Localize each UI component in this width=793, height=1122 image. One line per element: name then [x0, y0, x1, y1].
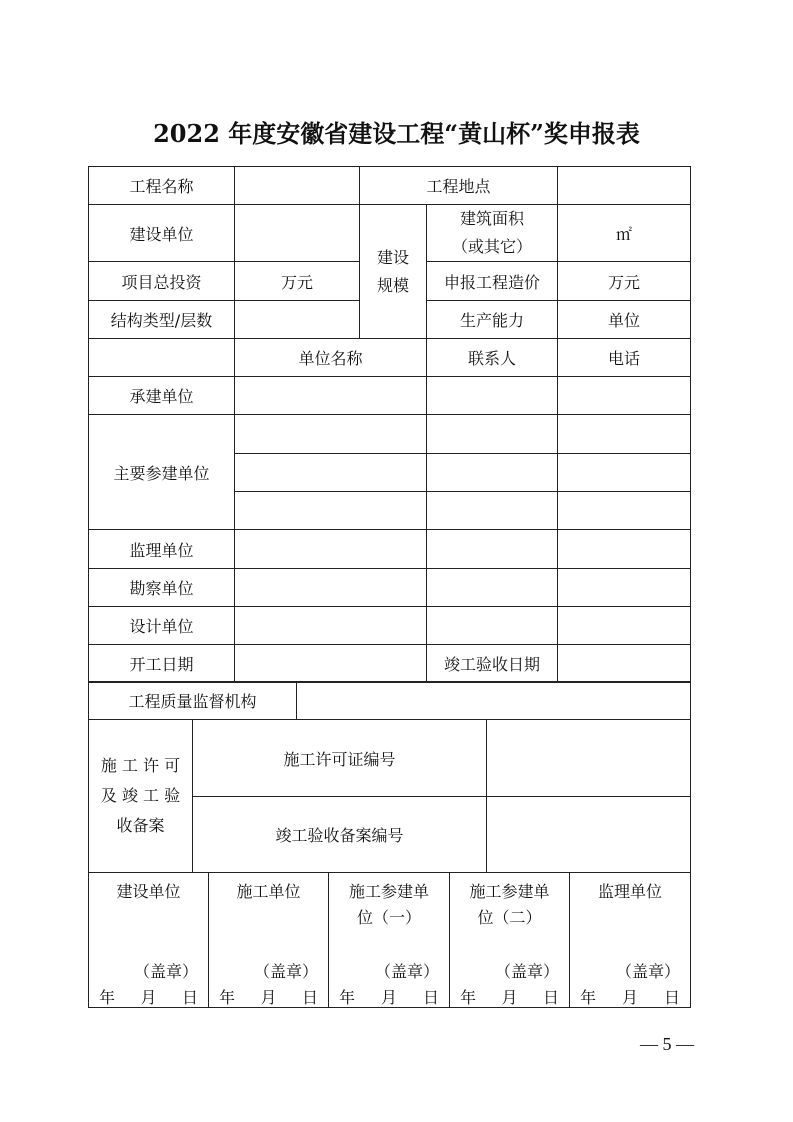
supervision-name-field[interactable] — [235, 530, 427, 569]
label-quality-agency: 工程质量监督机构 — [89, 682, 297, 720]
year-label: 年 — [219, 988, 236, 1007]
date-line — [580, 985, 680, 1008]
signature-cell-participant-2[interactable] — [450, 873, 570, 1008]
label-contractor: 承建单位 — [89, 377, 235, 415]
header-unit-name: 单位名称 — [235, 339, 427, 377]
survey-name-field[interactable] — [235, 569, 427, 607]
signature-head: 建设单位 — [116, 882, 181, 901]
participant-2-phone-field[interactable] — [558, 454, 691, 492]
label-start-date: 开工日期 — [89, 645, 235, 683]
participant-1-phone-field[interactable] — [558, 415, 691, 454]
participant-1-name-field[interactable] — [235, 415, 427, 454]
signature-cell-contractor[interactable] — [209, 873, 329, 1008]
survey-phone-field[interactable] — [558, 569, 691, 607]
date-line — [99, 985, 198, 1008]
quality-agency-field[interactable] — [297, 682, 691, 720]
month-label: 月 — [380, 988, 397, 1007]
year-label: 年 — [339, 988, 356, 1007]
supervision-phone-field[interactable] — [558, 530, 691, 569]
header-phone: 电话 — [558, 339, 691, 377]
participant-3-name-field[interactable] — [235, 492, 427, 530]
area-unit: ㎡ — [616, 224, 633, 244]
label-construction-scale: 建设 规模 — [360, 205, 427, 339]
label-supervision-unit: 监理单位 — [89, 530, 235, 569]
year-label: 年 — [99, 988, 116, 1007]
design-contact-field[interactable] — [427, 607, 558, 645]
date-line — [460, 985, 559, 1008]
header-contact: 联系人 — [427, 339, 558, 377]
label-survey-unit: 勘察单位 — [89, 569, 235, 607]
label-completion-date: 竣工验收日期 — [427, 645, 558, 683]
label-total-investment: 项目总投资 — [89, 262, 235, 301]
completion-date-field[interactable] — [558, 645, 691, 683]
participant-2-name-field[interactable] — [235, 454, 427, 492]
project-name-field[interactable] — [235, 167, 360, 205]
day-label: 日 — [542, 988, 559, 1007]
building-area-field[interactable] — [558, 205, 691, 262]
participant-1-contact-field[interactable] — [427, 415, 558, 454]
page-title: 2022 年度安徽省建设工程“黄山杯”奖申报表 — [153, 119, 640, 148]
date-line — [339, 985, 439, 1008]
signature-head: 监理单位 — [597, 882, 662, 901]
label-completion-record-number: 竣工验收备案编号 — [193, 797, 487, 873]
application-form-table — [88, 166, 691, 683]
date-line — [219, 985, 318, 1008]
participant-3-phone-field[interactable] — [558, 492, 691, 530]
project-location-field[interactable] — [558, 167, 691, 205]
signature-head: 施工单位 — [236, 882, 301, 901]
signature-cell-construction[interactable] — [89, 873, 209, 1008]
completion-record-number-field[interactable] — [487, 797, 691, 873]
signature-head: 施工参建单 位（二） — [469, 882, 550, 927]
signature-cell-supervision[interactable] — [570, 873, 691, 1008]
contractor-contact-field[interactable] — [427, 377, 558, 415]
label-project-name: 工程名称 — [89, 167, 235, 205]
declared-cost-field[interactable] — [558, 262, 691, 301]
page-number: — 5 — — [640, 1034, 694, 1054]
survey-contact-field[interactable] — [427, 569, 558, 607]
wan-yuan-unit: 万元 — [280, 272, 313, 292]
start-date-field[interactable] — [235, 645, 427, 683]
contractor-name-field[interactable] — [235, 377, 427, 415]
day-label: 日 — [422, 988, 439, 1007]
label-permit-number: 施工许可证编号 — [193, 720, 487, 797]
month-label: 月 — [140, 988, 157, 1007]
structure-type-field[interactable] — [235, 301, 360, 339]
label-building-area: 建筑面积 （或其它） — [427, 205, 558, 262]
label-structure-type: 结构类型/层数 — [89, 301, 235, 339]
production-capacity-field[interactable] — [558, 301, 691, 339]
participant-3-contact-field[interactable] — [427, 492, 558, 530]
total-investment-field[interactable] — [235, 262, 360, 301]
header-blank — [89, 339, 235, 377]
label-design-unit: 设计单位 — [89, 607, 235, 645]
seal-label: （盖章） — [374, 962, 439, 981]
day-label: 日 — [301, 988, 318, 1007]
label-project-location: 工程地点 — [360, 167, 558, 205]
label-main-participants: 主要参建单位 — [89, 415, 235, 530]
seal-label: （盖章） — [133, 962, 198, 981]
month-label: 月 — [501, 988, 518, 1007]
design-name-field[interactable] — [235, 607, 427, 645]
participant-2-contact-field[interactable] — [427, 454, 558, 492]
signature-cell-participant-1[interactable] — [329, 873, 450, 1008]
seal-label: （盖章） — [615, 962, 680, 981]
year-label: 年 — [460, 988, 477, 1007]
label-declared-cost: 申报工程造价 — [427, 262, 558, 301]
construction-unit-field[interactable] — [235, 205, 360, 262]
permit-table — [88, 719, 691, 873]
seal-label: （盖章） — [253, 962, 318, 981]
day-label: 日 — [663, 988, 680, 1007]
year-label: 年 — [580, 988, 597, 1007]
permit-number-field[interactable] — [487, 720, 691, 797]
month-label: 月 — [260, 988, 277, 1007]
signature-table — [88, 872, 691, 1008]
month-label: 月 — [621, 988, 638, 1007]
wan-yuan-unit: 万元 — [608, 272, 641, 292]
label-construction-unit: 建设单位 — [89, 205, 235, 262]
capacity-unit: 单位 — [608, 311, 641, 330]
signature-head: 施工参建单 位（一） — [348, 882, 429, 927]
seal-label: （盖章） — [494, 962, 559, 981]
quality-agency-table — [88, 681, 691, 720]
contractor-phone-field[interactable] — [558, 377, 691, 415]
day-label: 日 — [181, 988, 198, 1007]
label-production-capacity: 生产能力 — [427, 301, 558, 339]
design-phone-field[interactable] — [558, 607, 691, 645]
label-permit-section: 施 工 许 可 及 竣 工 验 收备案 — [89, 720, 193, 873]
supervision-contact-field[interactable] — [427, 530, 558, 569]
